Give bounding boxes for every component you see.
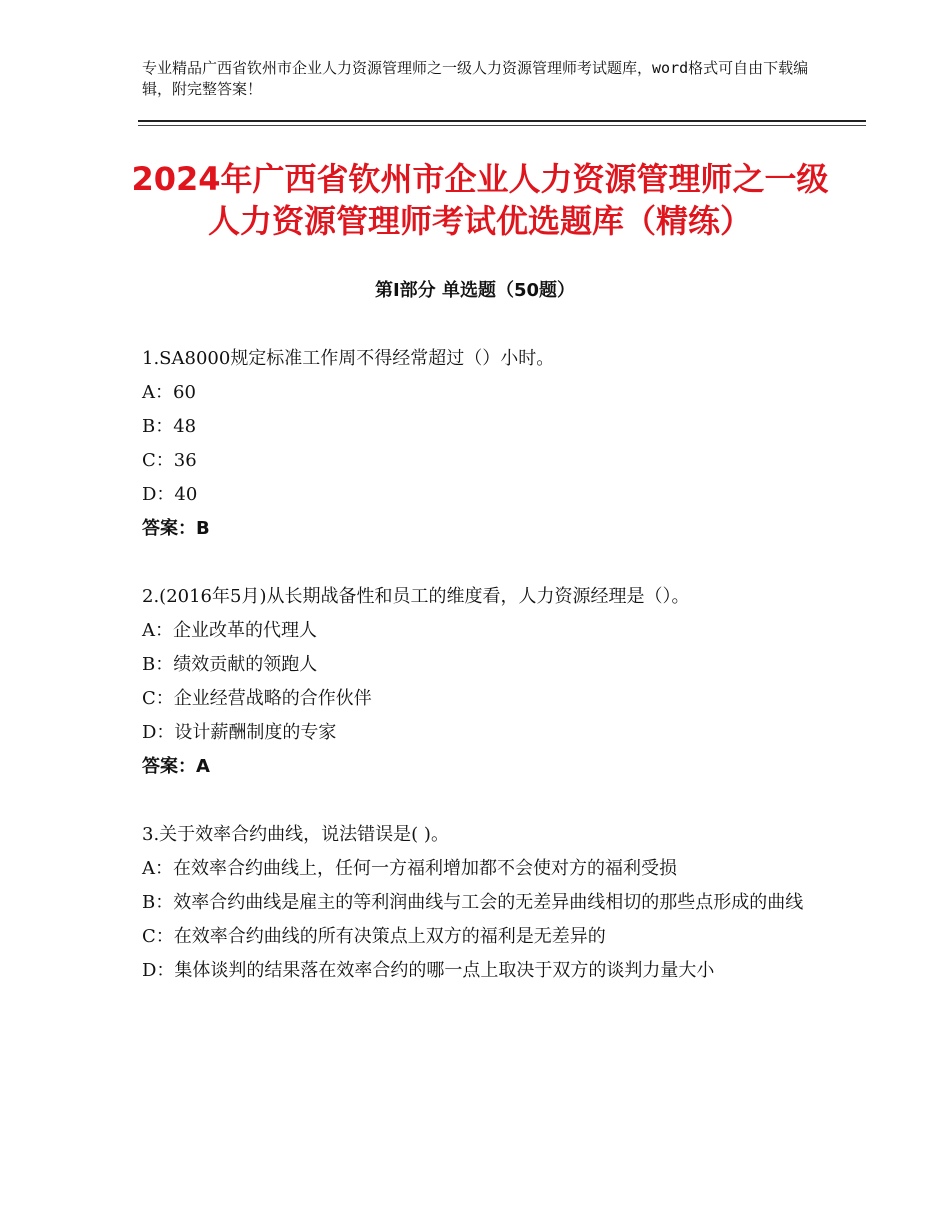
- question-stem: 2.(2016年5月)从长期战备性和员工的维度看，人力资源经理是（）。: [142, 586, 690, 607]
- option-b: B：绩效贡献的领跑人: [142, 654, 318, 675]
- option-d: D：40: [142, 484, 198, 505]
- option-d: D：设计薪酬制度的专家: [142, 722, 337, 743]
- question-list: [142, 342, 822, 988]
- question-2: [142, 580, 822, 784]
- section-title: 第Ⅰ部分 单选题（50题）: [374, 280, 575, 301]
- option-c: C：36: [142, 450, 197, 471]
- question-stem: 3.关于效率合约曲线，说法错误是( )。: [142, 824, 449, 845]
- header-note: 专业精品广西省钦州市企业人力资源管理师之一级人力资源管理师考试题库，word格式可自由下载编辑，附完整答案！: [142, 59, 809, 98]
- document-title: 2024年广西省钦州市企业人力资源管理师之一级人力资源管理师考试优选题库（精练）: [131, 160, 829, 240]
- option-b: B：48: [142, 416, 197, 437]
- option-a: A：60: [142, 382, 196, 403]
- answer: 答案：B: [142, 518, 210, 539]
- question-3: [142, 818, 822, 988]
- option-c: C：在效率合约曲线的所有决策点上双方的福利是无差异的: [142, 926, 606, 947]
- question-stem: 1.SA8000规定标准工作周不得经常超过（）小时。: [142, 348, 555, 369]
- answer: 答案：A: [142, 756, 210, 777]
- option-a: A：在效率合约曲线上，任何一方福利增加都不会使对方的福利受损: [142, 858, 677, 879]
- header-divider-thin: [138, 125, 866, 126]
- option-a: A：企业改革的代理人: [142, 620, 317, 641]
- option-c: C：企业经营战略的合作伙伴: [142, 688, 372, 709]
- option-d: D：集体谈判的结果落在效率合约的哪一点上取决于双方的谈判力量大小: [142, 960, 715, 981]
- header-divider-thick: [138, 120, 866, 122]
- option-b: B：效率合约曲线是雇主的等利润曲线与工会的无差异曲线相切的那些点形成的曲线: [142, 892, 804, 913]
- question-1: [142, 342, 822, 546]
